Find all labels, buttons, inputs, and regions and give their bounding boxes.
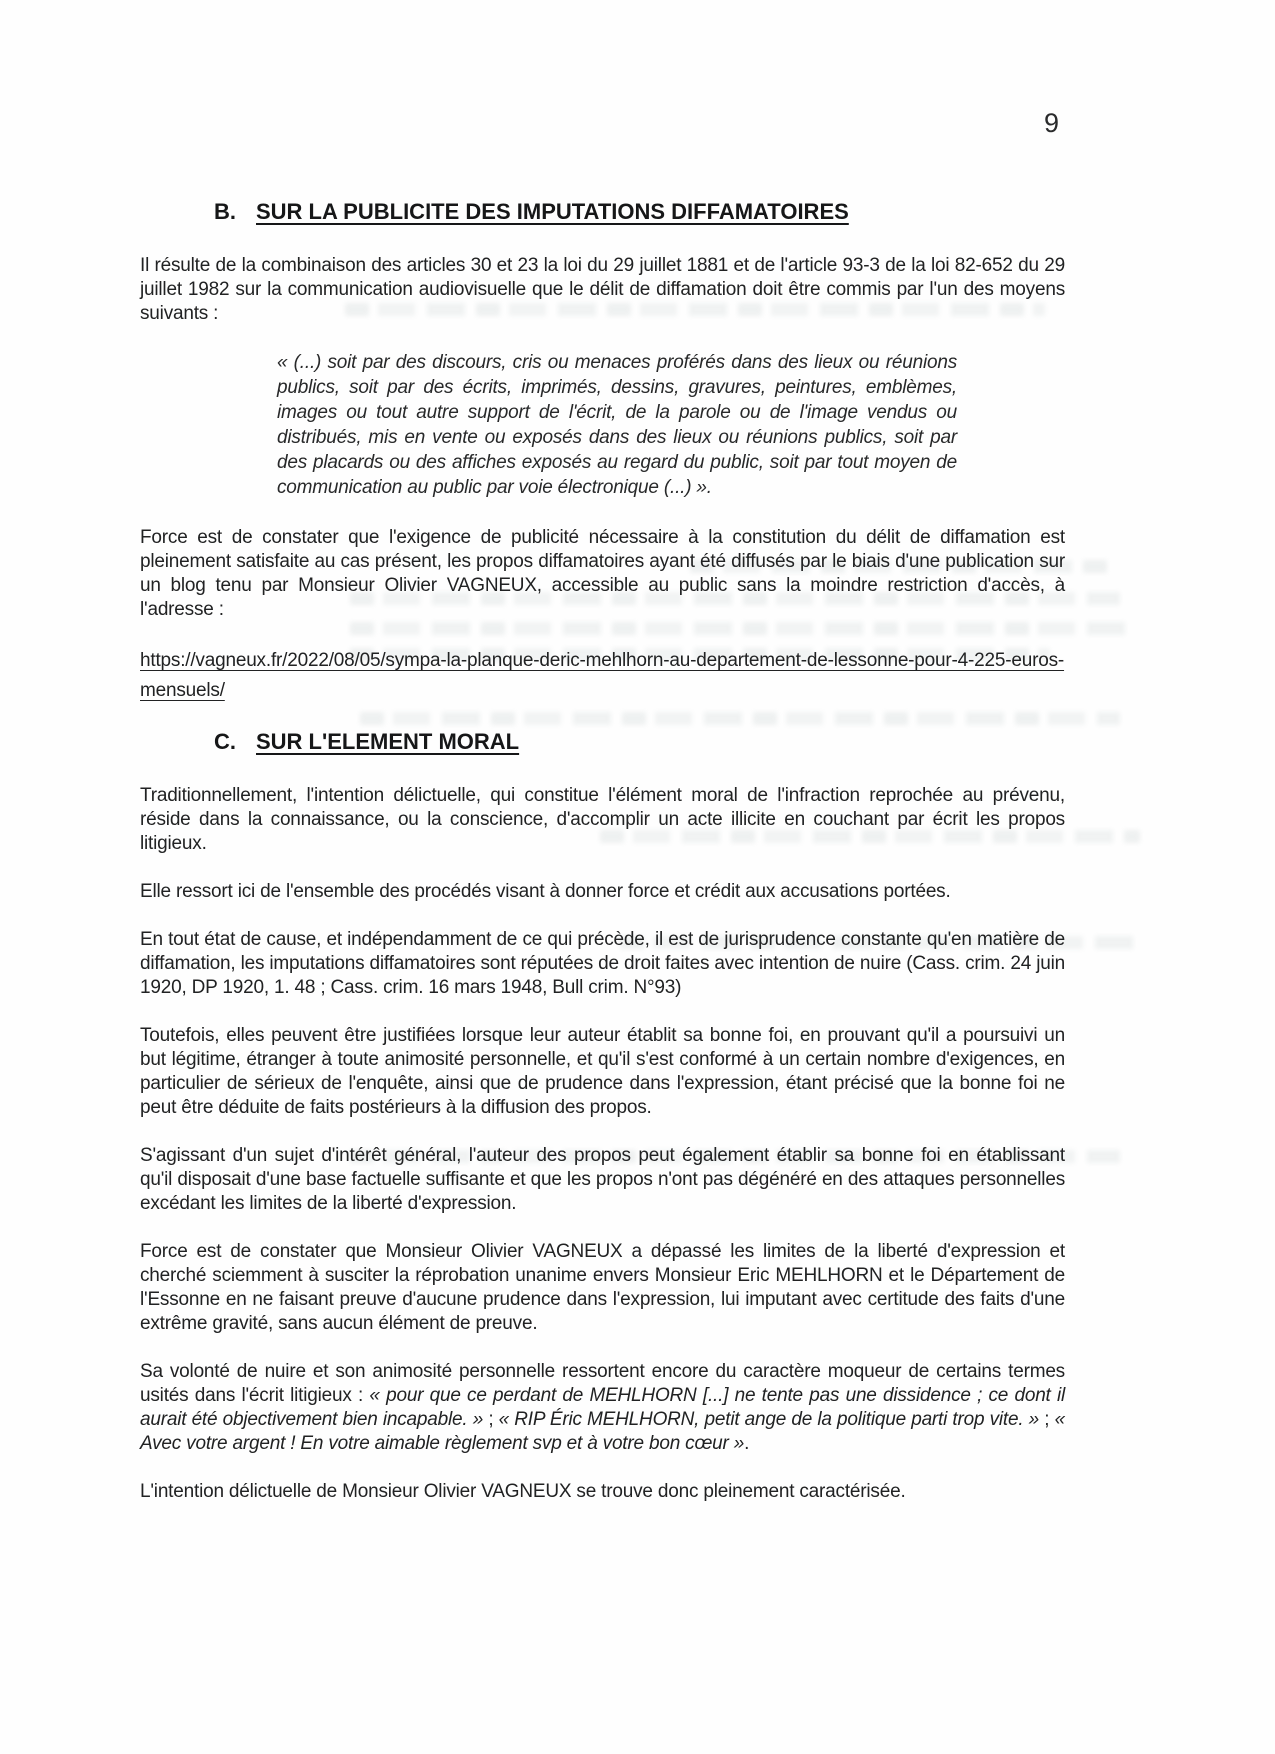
sujet-general-paragraph: S'agissant d'un sujet d'intérêt général, l'auteur des propos peut également établir sa bonne foi en établissant qu'il disposait d'une base factuelle suffisante et que les propos n'ont pas dégénéré en des attaques personnelles excédant les limites de la liberté d'expression. <box>140 1145 1065 1214</box>
intro-paragraph: Il résulte de la combinaison des articles 30 et 23 la loi du 29 juillet 1881 et de l'article 93-3 de la loi 82-652 du 29 juillet 1982 sur la communication audiovisuelle que le délit de diffamation doit être commis par l'un des moyens suivants : <box>140 255 1065 324</box>
publicity-paragraph: Force est de constater que l'exigence de publicité nécessaire à la constitution du délit de diffamation est pleinement satisfaite au cas présent, les propos diffamatoires ayant été diffusés par le biais d'une publication sur un blog tenu par Monsieur Olivier VAGNEUX, accessible au public sans la moindre restriction d'accès, à l'adresse : <box>140 527 1065 620</box>
document-body <box>140 0 1065 1504</box>
blog-url-line-1: https://vagneux.fr/2022/08/05/sympa-la-planque-deric-mehlhorn-au-departement-de-lessonne-pour-4-225-euros- <box>140 650 1065 671</box>
statute-quote: « (...) soit par des discours, cris ou menaces proférés dans des lieux ou réunions publics, soit par des écrits, imprimés, dessins, gravures, peintures, emblèmes, images ou tout autre support de l'écrit, de la parole ou de l'image vendus ou distribués, mis en vente ou exposés dans des lieux ou réunions publics, soit par des placards ou des affiches exposés au regard du public, soit par tout moyen de communication au public par voie électronique (...) ». <box>277 352 957 498</box>
section-b-title: SUR LA PUBLICITE DES IMPUTATIONS DIFFAMATOIRES <box>256 199 849 224</box>
section-b-label: B. <box>214 199 236 224</box>
section-c-title: SUR L'ELEMENT MORAL <box>256 729 520 754</box>
blog-url <box>140 646 1065 706</box>
depassement-paragraph: Force est de constater que Monsieur Olivier VAGNEUX a dépassé les limites de la liberté d'expression et cherché sciemment à susciter la réprobation unanime envers Monsieur Eric MEHLHORN et le Département de l'Essonne en ne faisant preuve d'aucune prudence dans l'expression, lui imputant avec certitude des faits d'une extrême gravité, sans aucun élément de preuve. <box>140 1241 1065 1334</box>
jurisprudence-paragraph: En tout état de cause, et indépendamment de ce qui précède, il est de jurisprudence constante qu'en matière de diffamation, les imputations diffamatoires sont réputées de droit faites avec intention de nuire (Cass. crim. 24 juin 1920, DP 1920, 1. 48 ; Cass. crim. 16 mars 1948, Bull crim. N°93) <box>140 929 1065 998</box>
tradition-paragraph: Traditionnellement, l'intention délictuelle, qui constitue l'élément moral de l'infraction reprochée au prévenu, réside dans la connaissance, ou la conscience, d'accomplir un acte illicite en couchant par écrit les propos litigieux. <box>140 785 1065 854</box>
section-c-heading <box>214 730 1065 754</box>
section-b-heading <box>214 200 1065 224</box>
blog-url-line-2: mensuels/ <box>140 680 225 701</box>
conclusion-paragraph: L'intention délictuelle de Monsieur Olivier VAGNEUX se trouve donc pleinement caractérisée. <box>140 1481 906 1502</box>
toutefois-paragraph: Toutefois, elles peuvent être justifiées lorsque leur auteur établit sa bonne foi, en prouvant qu'il a poursuivi un but légitime, étranger à toute animosité personnelle, et qu'il s'est conformé à un certain nombre d'exigences, en particulier de sérieux de l'enquête, ainsi que de prudence dans l'expression, étant précisé que la bonne foi ne peut être déduite de faits postérieurs à la diffusion des propos. <box>140 1025 1065 1118</box>
section-c-label: C. <box>214 729 236 754</box>
ressort-paragraph: Elle ressort ici de l'ensemble des procédés visant à donner force et crédit aux accusations portées. <box>140 881 951 902</box>
animosite-paragraph: Sa volonté de nuire et son animosité personnelle ressortent encore du caractère moqueur de certains termes usités dans l'écrit litigieux : « pour que ce perdant de MEHLHORN [...] ne tente pas une dissidence ; ce dont il aurait été objectivement bien incapable. » ; « RIP Éric MEHLHORN, petit ange de la politique parti trop vite. » ; « Avec votre argent ! En votre aimable règlement svp et à votre bon cœur ». <box>140 1361 1065 1454</box>
page-number: 9 <box>1044 108 1060 138</box>
